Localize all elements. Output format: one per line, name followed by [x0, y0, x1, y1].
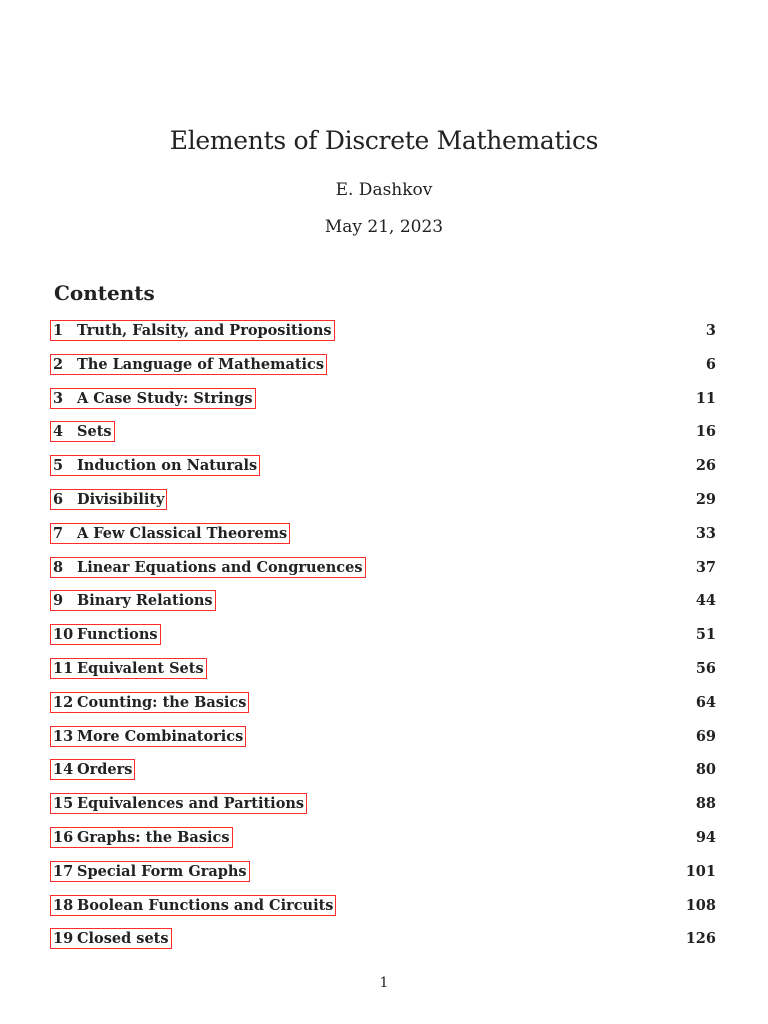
toc-section-number: 13	[53, 727, 74, 745]
toc-section-title: Functions	[77, 626, 158, 644]
toc-page-number: 37	[695, 558, 716, 576]
toc-page-number: 80	[695, 761, 716, 779]
page-number: 1	[379, 975, 389, 991]
toc-entry	[50, 319, 716, 353]
toc-section-number: 7	[53, 524, 64, 542]
toc-page-number: 56	[695, 659, 716, 677]
toc-page-number: 16	[695, 423, 716, 441]
toc-section-number: 11	[53, 659, 74, 677]
toc-section-title: The Language of Mathematics	[77, 355, 325, 373]
toc-section-title: Equivalent Sets	[77, 659, 204, 677]
toc-entry	[50, 556, 716, 590]
toc-link[interactable]	[50, 726, 246, 747]
toc-section-number: 5	[53, 457, 64, 475]
toc-page-number: 88	[695, 795, 716, 813]
toc-entry	[50, 927, 716, 961]
toc-section-number: 3	[53, 389, 64, 407]
toc-entry	[50, 623, 716, 657]
toc-entry	[50, 826, 716, 860]
toc-section-title: A Case Study: Strings	[77, 389, 253, 407]
toc-section-title: Special Form Graphs	[77, 862, 247, 880]
toc-entry	[50, 387, 716, 421]
toc-entry	[50, 488, 716, 522]
toc-section-title: Sets	[77, 423, 112, 441]
toc-section-number: 1	[53, 322, 64, 339]
toc-link[interactable]	[50, 523, 290, 544]
toc-page-number: 69	[695, 727, 716, 745]
toc-link[interactable]	[50, 455, 260, 476]
toc-page-number: 51	[695, 626, 716, 644]
toc-page-number: 108	[685, 896, 716, 914]
toc-section-number: 10	[53, 626, 74, 644]
toc-section-number: 19	[53, 930, 74, 948]
toc-section-title: Counting: the Basics	[77, 693, 247, 711]
toc-entry	[50, 860, 716, 894]
toc-link[interactable]	[50, 861, 250, 882]
toc-section-number: 14	[53, 761, 74, 779]
toc-link[interactable]	[50, 827, 233, 848]
toc-section-title: Binary Relations	[77, 592, 213, 610]
toc-section-title: Equivalences and Partitions	[77, 795, 305, 813]
toc-link[interactable]	[50, 793, 307, 814]
toc-page-number: 94	[695, 828, 716, 846]
toc-section-number: 4	[53, 423, 64, 441]
toc-section-title: Linear Equations and Congruences	[77, 558, 363, 576]
toc-section-number: 12	[53, 693, 74, 711]
toc-section-number: 16	[53, 828, 74, 846]
toc-section-title: Orders	[77, 761, 133, 779]
document-author: E. Dashkov	[335, 180, 433, 200]
toc-entry	[50, 454, 716, 488]
toc-section-number: 15	[53, 795, 74, 813]
toc-section-title: More Combinatorics	[77, 727, 244, 745]
toc-entry	[50, 792, 716, 826]
toc-page-number: 44	[695, 592, 716, 610]
toc-page-number: 26	[695, 457, 716, 475]
toc-link[interactable]	[50, 658, 207, 679]
toc-section-title: Divisibility	[77, 490, 165, 508]
toc-section-title: A Few Classical Theorems	[77, 524, 288, 542]
toc-link[interactable]	[50, 421, 115, 442]
toc-link[interactable]	[50, 320, 335, 341]
toc-page-number: 101	[685, 862, 716, 880]
toc-section-title: Boolean Functions and Circuits	[77, 896, 334, 914]
document-title: Elements of Discrete Mathematics	[169, 126, 599, 155]
toc-section-number: 8	[53, 558, 64, 576]
toc-section-number: 6	[53, 490, 64, 508]
toc-page-number: 3	[705, 322, 716, 339]
toc-entry	[50, 589, 716, 623]
table-of-contents	[50, 319, 716, 961]
toc-entry	[50, 691, 716, 725]
toc-page-number: 11	[695, 389, 716, 407]
toc-link[interactable]	[50, 590, 216, 611]
toc-page-number: 6	[705, 355, 716, 373]
toc-link[interactable]	[50, 624, 161, 645]
toc-section-number: 9	[53, 592, 64, 610]
toc-link[interactable]	[50, 557, 366, 578]
toc-entry	[50, 758, 716, 792]
toc-entry	[50, 522, 716, 556]
toc-link[interactable]	[50, 895, 336, 916]
toc-link[interactable]	[50, 354, 327, 375]
toc-page-number: 29	[695, 490, 716, 508]
toc-link[interactable]	[50, 489, 167, 510]
document-date: May 21, 2023	[324, 217, 444, 237]
toc-link[interactable]	[50, 388, 256, 409]
toc-page-number: 64	[695, 693, 716, 711]
toc-section-title: Closed sets	[77, 930, 169, 948]
toc-page-number: 126	[685, 930, 716, 948]
toc-section-number: 2	[53, 355, 64, 373]
toc-section-title: Induction on Naturals	[77, 457, 258, 475]
toc-entry	[50, 420, 716, 454]
toc-page-number: 33	[695, 524, 716, 542]
toc-section-title: Graphs: the Basics	[77, 828, 230, 846]
toc-link[interactable]	[50, 759, 135, 780]
toc-entry	[50, 657, 716, 691]
toc-link[interactable]	[50, 928, 172, 949]
toc-entry	[50, 725, 716, 759]
toc-section-number: 18	[53, 896, 74, 914]
toc-entry	[50, 894, 716, 928]
toc-section-number: 17	[53, 862, 74, 880]
toc-section-title: Truth, Falsity, and Propositions	[77, 322, 332, 339]
toc-link[interactable]	[50, 692, 249, 713]
contents-heading: Contents	[54, 281, 155, 305]
toc-entry	[50, 353, 716, 387]
